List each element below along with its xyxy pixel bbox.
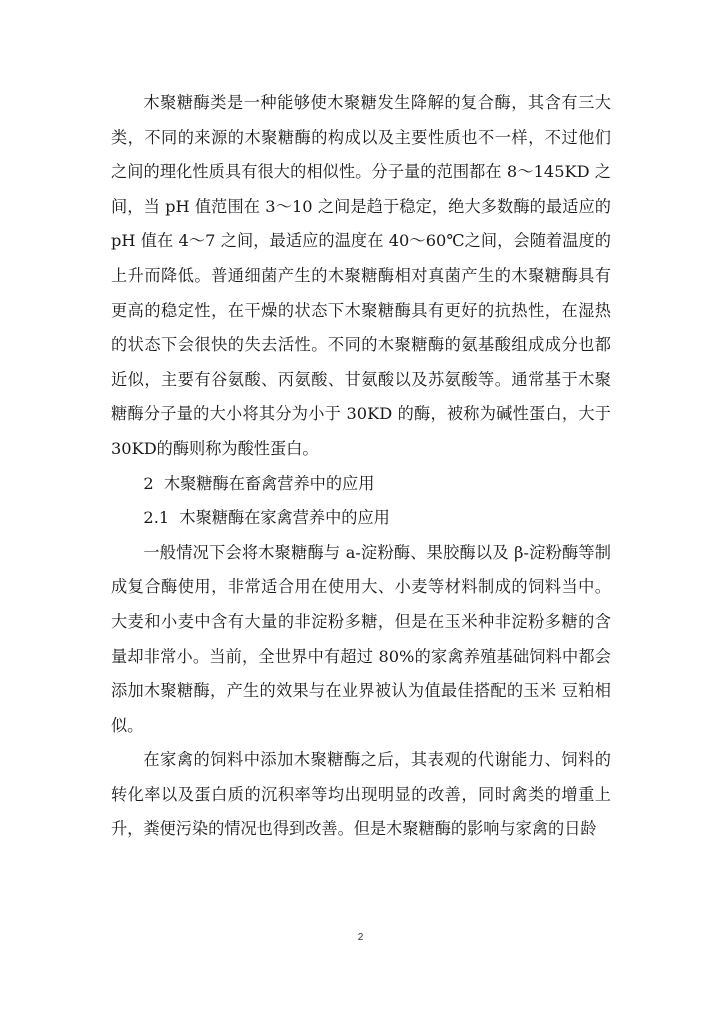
paragraph-intro: 木聚糖酶类是一种能够使木聚糖发生降解的复合酶，其含有三大类，不同的来源的木聚糖酶的构成以及主要性质也不一样，不过他们之间的理化性质具有很大的相似性。分子量的范围都在 8～145KD 之间，当 pH 值范围在 3～10 之间是趋于稳定，绝大多数酶的最适应的pH 值在 4～7 之间，最适应的温度在 40～60℃之间，会随着温度的上升而降低。普通细菌产生的木聚糖酶相对真菌产生的木聚糖酶具有更高的稳定性，在干燥的状态下木聚糖酶具有更好的抗热性，在湿热的状态下会很快的失去活性。不同的木聚糖酶的氨基酸组成成分也都近似，主要有谷氨酸、丙氨酸、甘氨酸以及苏氨酸等。通常基于木聚糖酶分子量的大小将其分为小于 30KD 的酶，被称为碱性蛋白，大于 30KD的酶则称为酸性蛋白。 bbox=[111, 93, 611, 458]
page-number: 2 bbox=[357, 932, 364, 943]
paragraph-compound-enzyme: 一般情况下会将木聚糖酶与 a-淀粉酶、果胶酶以及 β-淀粉酶等制成复合酶使用，非常适合用在使用大、小麦等材料制成的饲料当中。大麦和小麦中含有大量的非淀粉多糖，但是在玉米种非淀粉多糖的含量却非常小。当前，全世界中有超过 80%的家禽养殖基础饲料中都会添加木聚糖酶，产生的效果与在业界被认为值最佳搭配的玉米 豆粕相似。 bbox=[111, 542, 611, 735]
paragraph-poultry-feed: 在家禽的饲料中添加木聚糖酶之后，其表观的代谢能力、饲料的转化率以及蛋白质的沉积率等均出现明显的改善，同时禽类的增重上升，粪便污染的情况也得到改善。但是木聚糖酶的影响与家禽的日龄 bbox=[111, 750, 611, 839]
subsection-heading-2-1: 2.1 木聚糖酶在家禽营养中的应用 bbox=[143, 508, 390, 528]
document-body bbox=[111, 86, 611, 847]
section-heading-2: 2 木聚糖酶在畜禽营养中的应用 bbox=[143, 473, 375, 493]
